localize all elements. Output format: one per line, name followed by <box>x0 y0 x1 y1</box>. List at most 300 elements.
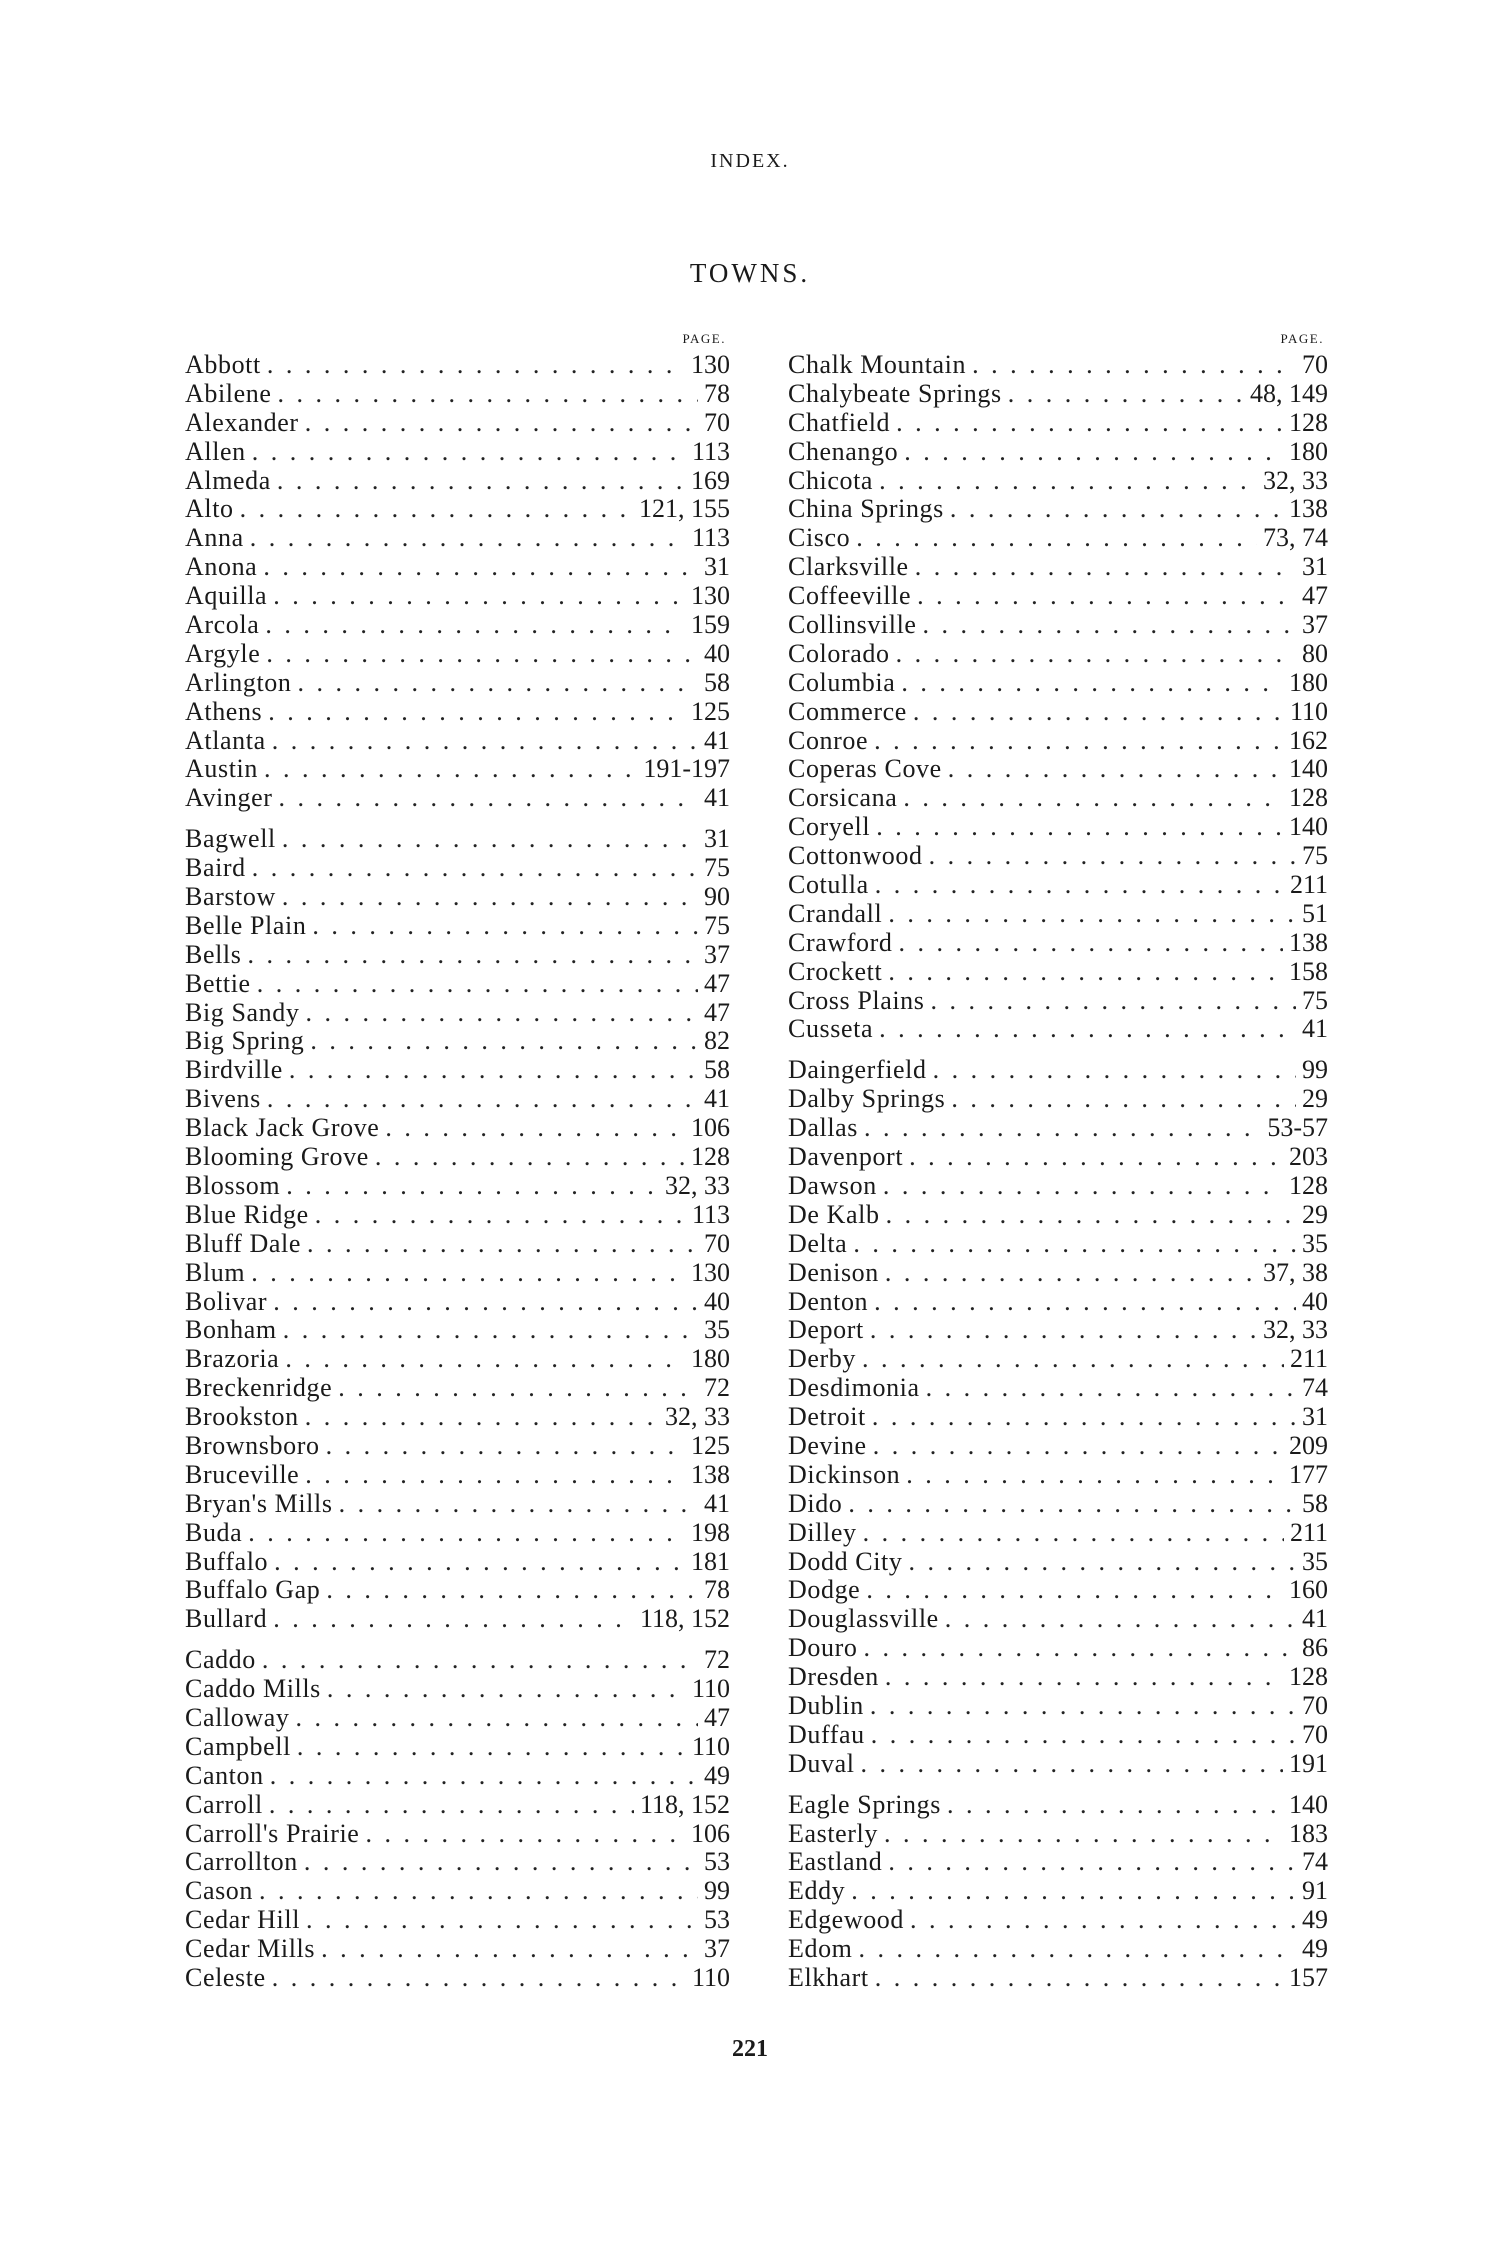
page-reference: 49 <box>1302 1905 1328 1935</box>
index-entry <box>788 1877 1328 1906</box>
dot-leader <box>272 727 698 756</box>
town-name: Dalby Springs <box>788 1084 946 1114</box>
page-reference: 41 <box>704 1084 730 1114</box>
dot-leader <box>864 1114 1261 1143</box>
index-entry <box>185 1906 730 1935</box>
index-entry <box>788 553 1328 582</box>
page-reference: 110 <box>1289 696 1328 726</box>
index-entry <box>185 727 730 756</box>
page-reference: 169 <box>691 465 730 495</box>
index-entry <box>788 1820 1328 1849</box>
page-reference: 128 <box>1289 407 1328 437</box>
dot-leader <box>903 784 1283 813</box>
dot-leader <box>305 999 698 1028</box>
page-reference: 211 <box>1289 1517 1328 1547</box>
town-name: Carrollton <box>185 1847 298 1877</box>
index-entry <box>185 582 730 611</box>
index-entry <box>788 524 1328 553</box>
dot-leader <box>338 1374 698 1403</box>
page-reference: 78 <box>704 1575 730 1605</box>
index-entry <box>788 1259 1328 1288</box>
town-name: Davenport <box>788 1142 904 1172</box>
letter-group-gap <box>185 1634 730 1646</box>
town-name: Elkhart <box>788 1962 869 1992</box>
town-name: Collinsville <box>788 610 917 640</box>
dot-leader <box>883 1172 1283 1201</box>
page-reference: 191 <box>1289 1748 1328 1778</box>
town-name: Abilene <box>185 378 272 408</box>
town-name: Coperas Cove <box>788 754 942 784</box>
page-reference: 31 <box>704 824 730 854</box>
town-name: Big Spring <box>185 1026 305 1056</box>
index-entry <box>788 1605 1328 1634</box>
town-name: Blue Ridge <box>185 1199 309 1229</box>
page-reference: 75 <box>704 853 730 883</box>
dot-leader <box>888 958 1283 987</box>
index-entry <box>788 1791 1328 1820</box>
dot-leader <box>926 1374 1296 1403</box>
index-column-left <box>185 327 730 1993</box>
index-entry <box>185 467 730 496</box>
dot-leader <box>872 1403 1296 1432</box>
dot-leader <box>886 1201 1296 1230</box>
dot-leader <box>375 1143 685 1172</box>
dot-leader <box>263 553 698 582</box>
town-name: Dickinson <box>788 1459 901 1489</box>
page-reference: 58 <box>704 1055 730 1085</box>
town-name: Chatfield <box>788 407 891 437</box>
town-name: Cottonwood <box>788 841 923 871</box>
index-entry <box>185 1576 730 1605</box>
index-entry <box>185 1820 730 1849</box>
dot-leader <box>252 854 698 883</box>
dot-leader <box>875 1964 1283 1993</box>
town-name: Eddy <box>788 1876 846 1906</box>
index-entry <box>788 1461 1328 1490</box>
index-entry <box>788 1906 1328 1935</box>
index-entry <box>788 1432 1328 1461</box>
town-name: Commerce <box>788 696 907 726</box>
town-name: Carroll <box>185 1789 263 1819</box>
page-reference: 74 <box>1302 1847 1328 1877</box>
index-entry <box>788 1201 1328 1230</box>
town-name: Atlanta <box>185 725 266 755</box>
town-name: Desdimonia <box>788 1373 920 1403</box>
dot-leader <box>240 495 633 524</box>
town-name: Dublin <box>788 1690 864 1720</box>
index-entry <box>788 1490 1328 1519</box>
town-name: Devine <box>788 1430 867 1460</box>
index-entry <box>185 1704 730 1733</box>
page-reference: 47 <box>704 997 730 1027</box>
town-name: Anna <box>185 523 244 553</box>
index-entry <box>185 1143 730 1172</box>
town-name: Bluff Dale <box>185 1228 301 1258</box>
page-reference: 32, 33 <box>665 1170 730 1200</box>
dot-leader <box>853 1230 1296 1259</box>
dot-leader <box>312 912 698 941</box>
page-reference: 113 <box>691 1199 730 1229</box>
town-name: Aquilla <box>185 581 268 611</box>
town-name: Bruceville <box>185 1459 300 1489</box>
page-reference: 75 <box>1302 985 1328 1015</box>
dot-leader <box>1008 380 1244 409</box>
page-reference: 128 <box>1289 1170 1328 1200</box>
page-reference: 40 <box>704 1286 730 1316</box>
dot-leader <box>272 1964 686 1993</box>
dot-leader <box>305 1403 659 1432</box>
page-reference: 203 <box>1289 1142 1328 1172</box>
dot-leader <box>289 1056 698 1085</box>
index-entry <box>788 380 1328 409</box>
dot-leader <box>898 929 1283 958</box>
index-entry <box>788 1848 1328 1877</box>
index-entry <box>185 380 730 409</box>
town-name: Cisco <box>788 523 851 553</box>
town-name: Allen <box>185 436 246 466</box>
town-name: Coryell <box>788 812 871 842</box>
page-reference: 31 <box>1302 1402 1328 1432</box>
index-entry <box>788 495 1328 524</box>
page-reference: 128 <box>1289 783 1328 813</box>
page-reference: 75 <box>704 910 730 940</box>
index-entry <box>185 1374 730 1403</box>
dot-leader <box>315 1201 686 1230</box>
town-name: Almeda <box>185 465 271 495</box>
index-entry <box>185 883 730 912</box>
index-entry <box>788 582 1328 611</box>
index-entry <box>185 1519 730 1548</box>
page-reference: 32, 33 <box>665 1402 730 1432</box>
town-name: Dido <box>788 1488 843 1518</box>
dot-leader <box>910 1906 1296 1935</box>
page-reference: 41 <box>704 783 730 813</box>
dot-leader <box>950 495 1283 524</box>
index-entry <box>788 1935 1328 1964</box>
page-reference: 110 <box>691 1962 730 1992</box>
index-entry <box>788 351 1328 380</box>
town-name: Blum <box>185 1257 246 1287</box>
index-entry <box>788 1403 1328 1432</box>
dot-leader <box>896 640 1296 669</box>
town-name: Cedar Hill <box>185 1905 301 1935</box>
index-entry <box>185 1172 730 1201</box>
index-entry <box>788 1143 1328 1172</box>
page-reference: 51 <box>1302 898 1328 928</box>
dot-leader <box>277 467 685 496</box>
index-entry <box>788 669 1328 698</box>
town-name: De Kalb <box>788 1199 880 1229</box>
page-reference: 47 <box>1302 581 1328 611</box>
page-reference: 32, 33 <box>1263 1315 1328 1345</box>
index-entry <box>788 640 1328 669</box>
town-name: Bagwell <box>185 824 276 854</box>
dot-leader <box>879 1015 1296 1044</box>
page-reference: 31 <box>704 552 730 582</box>
index-entry <box>185 495 730 524</box>
index-entry <box>788 1663 1328 1692</box>
page-reference: 48, 149 <box>1250 378 1328 408</box>
index-entry <box>788 900 1328 929</box>
index-entry <box>185 1964 730 1993</box>
index-entry <box>788 1015 1328 1044</box>
dot-leader <box>285 1345 685 1374</box>
town-name: Big Sandy <box>185 997 300 1027</box>
index-entry <box>788 1548 1328 1577</box>
index-entry <box>185 912 730 941</box>
dot-leader <box>884 1820 1283 1849</box>
index-entry <box>185 1675 730 1704</box>
dot-leader <box>913 698 1284 727</box>
page-reference: 121, 155 <box>639 494 730 524</box>
index-entry <box>788 409 1328 438</box>
page-reference: 113 <box>691 436 730 466</box>
index-entry <box>788 438 1328 467</box>
page-reference: 29 <box>1302 1084 1328 1114</box>
page-reference: 41 <box>704 1488 730 1518</box>
page-reference: 162 <box>1289 725 1328 755</box>
page-reference: 73, 74 <box>1263 523 1328 553</box>
page-reference: 31 <box>1302 552 1328 582</box>
dot-leader <box>385 1114 685 1143</box>
page-reference: 58 <box>704 667 730 697</box>
index-entry <box>788 727 1328 756</box>
page-reference: 82 <box>704 1026 730 1056</box>
town-name: Duval <box>788 1748 855 1778</box>
town-name: Austin <box>185 754 258 784</box>
index-entry <box>185 1085 730 1114</box>
page-number: 221 <box>732 2036 768 2062</box>
dot-leader <box>908 1548 1296 1577</box>
index-entry <box>185 1646 730 1675</box>
dot-leader <box>365 1820 685 1849</box>
index-entry <box>185 669 730 698</box>
index-entry <box>788 1576 1328 1605</box>
page-reference: 130 <box>691 350 730 379</box>
dot-leader <box>326 1432 685 1461</box>
town-name: Cross Plains <box>788 985 925 1015</box>
index-entry <box>185 784 730 813</box>
index-entry <box>788 1374 1328 1403</box>
index-entry <box>185 941 730 970</box>
dot-leader <box>863 1519 1284 1548</box>
town-name: Detroit <box>788 1402 866 1432</box>
page-reference: 125 <box>691 1430 730 1460</box>
dot-leader <box>259 1877 698 1906</box>
page-reference: 130 <box>691 1257 730 1287</box>
town-name: Cusseta <box>788 1014 874 1044</box>
town-name: Buffalo Gap <box>185 1575 321 1605</box>
town-name: China Springs <box>788 494 944 524</box>
dot-leader <box>305 409 698 438</box>
page-reference: 177 <box>1289 1459 1328 1489</box>
town-name: Avinger <box>185 783 273 813</box>
index-entry <box>788 1634 1328 1663</box>
town-name: Calloway <box>185 1702 290 1732</box>
town-name: Chenango <box>788 436 899 466</box>
dot-leader <box>870 1316 1257 1345</box>
dot-leader <box>298 669 698 698</box>
dot-leader <box>273 1288 698 1317</box>
index-entry <box>185 1762 730 1791</box>
page-reference: 209 <box>1289 1430 1328 1460</box>
dot-leader <box>933 1056 1296 1085</box>
town-name: Crawford <box>788 927 893 957</box>
index-entry <box>185 698 730 727</box>
town-name: Blossom <box>185 1170 281 1200</box>
page-reference: 37 <box>1302 610 1328 640</box>
dot-leader <box>305 1461 685 1490</box>
index-entry <box>788 1288 1328 1317</box>
dot-leader <box>896 409 1283 438</box>
dot-leader <box>848 1490 1296 1519</box>
town-name: Cotulla <box>788 870 869 900</box>
dot-leader <box>252 438 686 467</box>
page-reference: 78 <box>704 378 730 408</box>
town-name: Corsicana <box>788 783 898 813</box>
page-reference: 125 <box>691 696 730 726</box>
letter-group-gap <box>788 1779 1328 1791</box>
dot-leader <box>874 1288 1296 1317</box>
dot-leader <box>267 1085 698 1114</box>
page-reference: 110 <box>691 1674 730 1704</box>
dot-leader <box>283 1316 698 1345</box>
town-name: Caddo Mills <box>185 1674 321 1704</box>
page-reference: 211 <box>1289 870 1328 900</box>
town-name: Denton <box>788 1286 869 1316</box>
town-name: Eastland <box>788 1847 883 1877</box>
dot-leader <box>248 1519 685 1548</box>
dot-leader <box>321 1935 698 1964</box>
index-entry <box>788 1230 1328 1259</box>
page-reference: 70 <box>1302 350 1328 379</box>
index-entry <box>788 1172 1328 1201</box>
index-entry <box>185 1230 730 1259</box>
town-name: Birdville <box>185 1055 283 1085</box>
dot-leader <box>866 1576 1283 1605</box>
page-reference: 37 <box>704 939 730 969</box>
page-reference: 180 <box>691 1344 730 1374</box>
town-name: Bolivar <box>185 1286 268 1316</box>
page-reference: 41 <box>704 725 730 755</box>
town-name: Eagle Springs <box>788 1789 941 1819</box>
page-reference: 159 <box>691 610 730 640</box>
dot-leader <box>282 825 698 854</box>
index-entry <box>788 784 1328 813</box>
dot-leader <box>295 1704 698 1733</box>
page-reference: 180 <box>1289 436 1328 466</box>
index-entry <box>788 929 1328 958</box>
index-entry <box>185 1403 730 1432</box>
town-name: Bullard <box>185 1604 268 1634</box>
index-entry <box>185 1056 730 1085</box>
dot-leader <box>904 438 1283 467</box>
dot-leader <box>871 1721 1296 1750</box>
town-name: Canton <box>185 1760 264 1790</box>
page-reference: 110 <box>691 1731 730 1761</box>
page-reference: 138 <box>691 1459 730 1489</box>
page-reference: 140 <box>1289 1789 1328 1819</box>
town-name: Carroll's Prairie <box>185 1818 360 1848</box>
page-reference: 99 <box>704 1876 730 1906</box>
page-reference: 53 <box>704 1905 730 1935</box>
page-reference: 130 <box>691 581 730 611</box>
page-reference: 128 <box>1289 1662 1328 1692</box>
town-name: Chalk Mountain <box>788 350 967 379</box>
dot-leader <box>909 1143 1283 1172</box>
page-reference: 191-197 <box>643 754 730 784</box>
page-reference: 106 <box>691 1113 730 1143</box>
index-entry <box>185 1432 730 1461</box>
page-reference: 53-57 <box>1267 1113 1328 1143</box>
page-reference: 138 <box>1289 494 1328 524</box>
page-reference: 158 <box>1289 956 1328 986</box>
town-name: Bivens <box>185 1084 261 1114</box>
page-reference: 75 <box>1302 841 1328 871</box>
dot-leader <box>917 582 1296 611</box>
index-entry <box>185 1605 730 1634</box>
town-name: Bryan's Mills <box>185 1488 333 1518</box>
index-entry <box>185 1548 730 1577</box>
town-name: Bells <box>185 939 242 969</box>
page-reference: 157 <box>1289 1962 1328 1992</box>
page-reference: 183 <box>1289 1818 1328 1848</box>
page-reference: 35 <box>1302 1546 1328 1576</box>
page-reference: 53 <box>704 1847 730 1877</box>
index-entry <box>185 553 730 582</box>
index-entry <box>185 1345 730 1374</box>
page-reference: 211 <box>1289 1344 1328 1374</box>
town-name: Colorado <box>788 638 890 668</box>
town-name: Delta <box>788 1228 848 1258</box>
town-name: Dawson <box>788 1170 877 1200</box>
town-name: Argyle <box>185 638 261 668</box>
index-entry <box>185 1316 730 1345</box>
page-reference: 72 <box>704 1645 730 1675</box>
dot-leader <box>888 1848 1296 1877</box>
page-reference: 90 <box>704 882 730 912</box>
page-reference: 47 <box>704 968 730 998</box>
page-reference: 58 <box>1302 1488 1328 1518</box>
dot-leader <box>856 524 1257 553</box>
dot-leader <box>945 1605 1296 1634</box>
page-reference: 49 <box>704 1760 730 1790</box>
index-entry <box>185 1461 730 1490</box>
town-name: Conroe <box>788 725 869 755</box>
town-name: Douro <box>788 1633 858 1663</box>
index-entry <box>185 1259 730 1288</box>
dot-leader <box>304 1848 698 1877</box>
town-name: Campbell <box>185 1731 291 1761</box>
dot-leader <box>931 987 1296 1016</box>
index-entry <box>185 825 730 854</box>
page-reference: 118, 152 <box>639 1789 730 1819</box>
dot-leader <box>873 1432 1283 1461</box>
page-reference: 106 <box>691 1818 730 1848</box>
index-entry <box>185 409 730 438</box>
dot-leader <box>863 1634 1296 1663</box>
dot-leader <box>251 1259 685 1288</box>
dot-leader <box>278 784 698 813</box>
town-name: Crockett <box>788 956 883 986</box>
page-reference: 70 <box>1302 1690 1328 1720</box>
page-reference: 74 <box>1302 1373 1328 1403</box>
page-reference: 198 <box>691 1517 730 1547</box>
index-entry <box>788 871 1328 900</box>
town-name: Dallas <box>788 1113 859 1143</box>
dot-leader <box>879 467 1257 496</box>
index-entry <box>788 467 1328 496</box>
